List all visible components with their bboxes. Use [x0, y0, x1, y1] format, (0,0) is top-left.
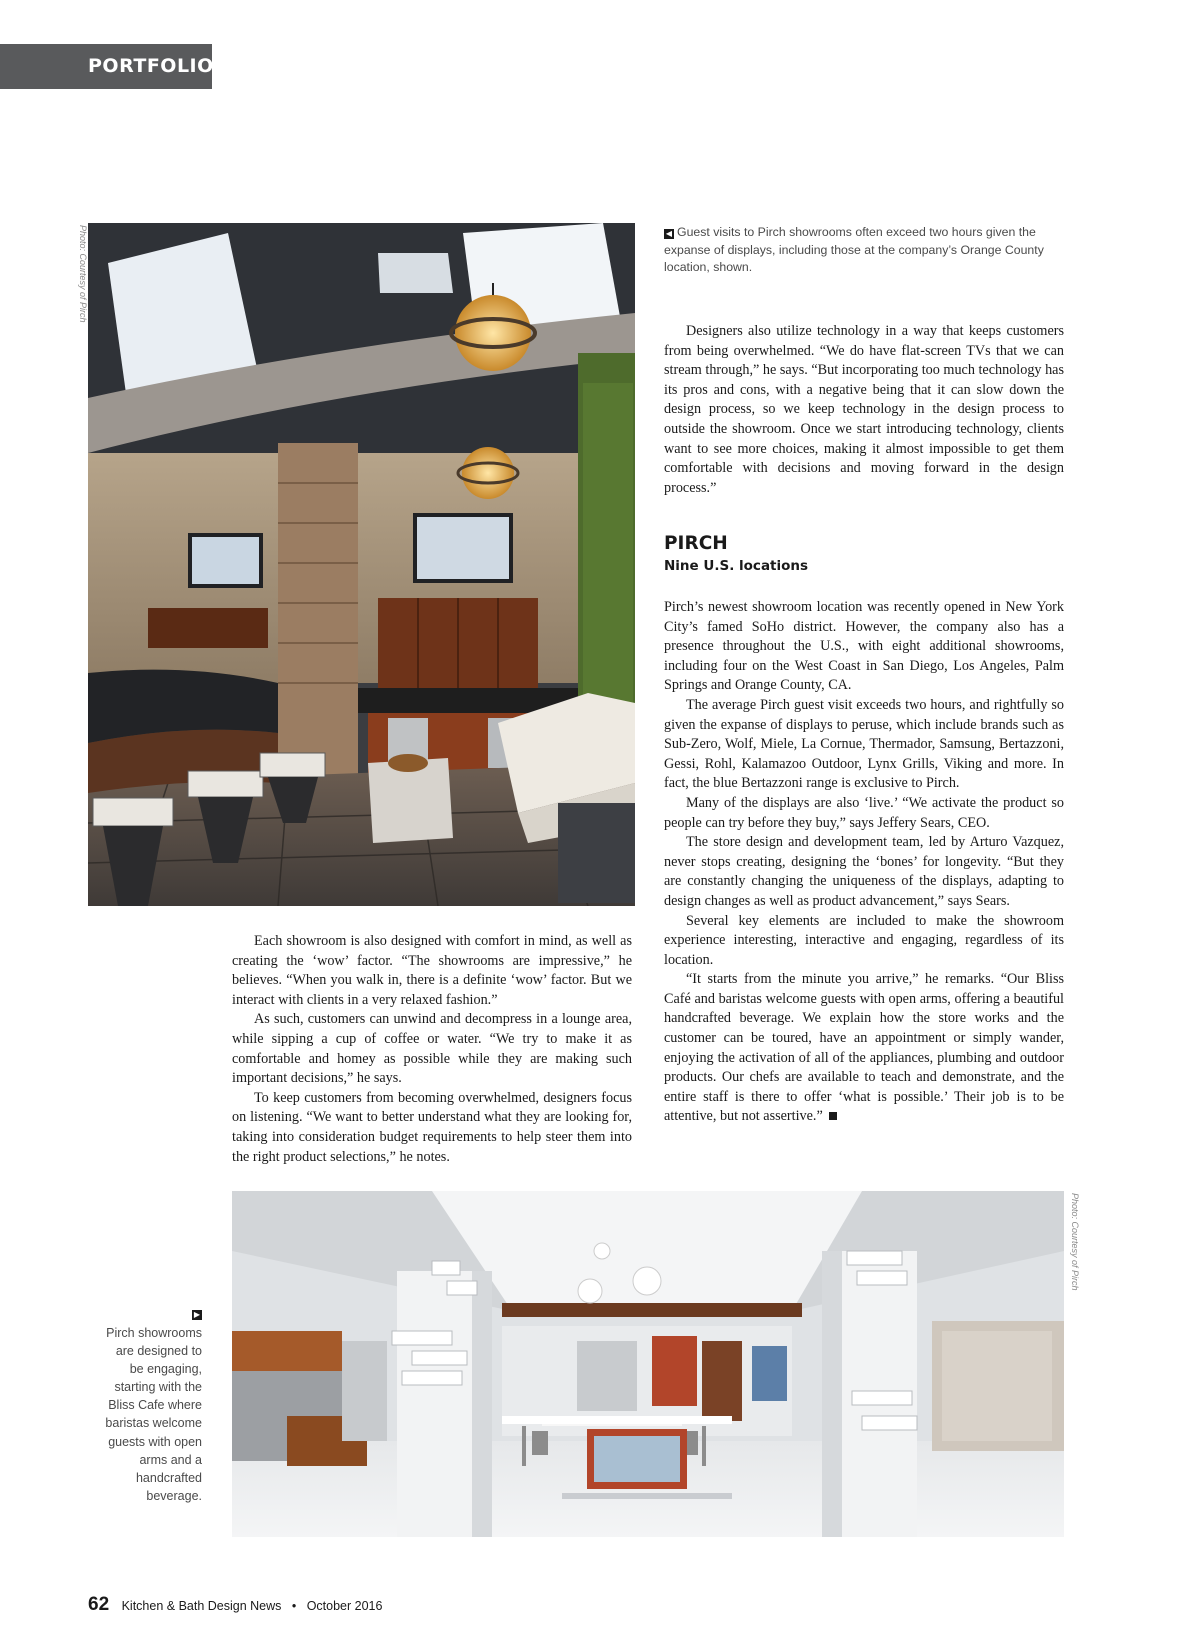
showroom-lounge-photo — [88, 223, 635, 906]
body-paragraph: Pirch’s newest showroom location was recently opened in New York City’s famed SoHo district. However, the company also has a presence throughout the U.S., with eight additional showrooms, including four on the West Coast in San Diego, Los Angeles, Palm Springs and Orange County, CA. — [664, 599, 1064, 694]
body-column-right-bottom — [664, 598, 1064, 1127]
page-number: 62 — [88, 1594, 110, 1615]
photo-caption-top-text: Guest visits to Pirch showrooms often exceed two hours given the expanse of displays, including those at the company’s Orange County location, shown. — [664, 225, 1044, 274]
showroom-bliss-cafe-photo — [232, 1191, 1064, 1537]
body-paragraph: Each showroom is also designed with comfort in mind, as well as creating the ‘wow’ factor. “The showrooms are impressive,” he believes. “When you walk in, there is a definite ‘wow’ factor. But we interact with clients in a very relaxed fashion.” — [232, 933, 632, 1008]
photo-caption-bottom — [104, 1310, 202, 1505]
page-footer — [88, 1594, 382, 1616]
photo-caption-top — [664, 224, 1064, 277]
body-column-left — [232, 932, 632, 1167]
body-paragraph: The store design and development team, led by Arturo Vazquez, never stops creating, designing the ‘bones’ for longevity. “But they are constantly changing the uniqueness of the displays, adapting to design changes as well as product advancement,” says Sears. — [664, 834, 1064, 909]
photo-caption-bottom-text: Pirch showrooms are designed to be engaging, starting with the Bliss Cafe where baristas welcome guests with open arms and a handcrafted beverage. — [105, 1326, 202, 1503]
arrow-right-icon: ▶ — [193, 1310, 201, 1319]
company-name-heading: PIRCH — [664, 533, 728, 554]
body-paragraph: Many of the displays are also ‘live.’ “We activate the product so people can try before they buy,” says Jeffery Sears, CEO. — [664, 794, 1064, 831]
publication-name: Kitchen & Bath Design News — [121, 1599, 282, 1613]
photo-credit-top: Photo: Courtesy of Pirch — [78, 225, 88, 323]
footer-separator: • — [291, 1599, 297, 1613]
section-tab: PORTFOLIO — [0, 44, 212, 89]
body-paragraph-last — [664, 970, 1064, 1127]
issue-date: October 2016 — [306, 1599, 383, 1613]
body-paragraph: As such, customers can unwind and decompress in a lounge area, while sipping a cup of coffee or water. “We try to make it as comfortable and homey as possible while they are making such important decisions,” he says. — [232, 1011, 632, 1087]
body-paragraph: Designers also utilize technology in a way that keeps customers from being overwhelmed. “We do have flat-screen TVs that we can stream through,” he says. “But incorporating too much technology has its pros and cons, with a negative being that it can slow down the design process, so we keep technology in the design process to outside the showroom. Once we start introducing technology, clients want to see more choices, making it almost impossible to get them comfortable with decisions and moving forward in the design process.” — [664, 323, 1064, 496]
arrow-left-icon: ◀ — [665, 229, 673, 238]
body-column-right-top — [664, 322, 1064, 498]
body-paragraph-text: “It starts from the minute you arrive,” he remarks. “Our Bliss Café and baristas welcome guests with open arms, offering a beautiful handcrafted beverage. We explain how the store works and the customer can be toured, have an appointment or simply wander, enjoying the activation of all of the appliances, plumbing and outdoor products. Our chefs are available to teach and demonstrate, and the entire staff is there to offer ‘what is possible.’ Their job is to be attentive, but not assertive.” — [664, 971, 1064, 1125]
body-paragraph: To keep customers from becoming overwhelmed, designers focus on listening. “We want to better understand what they are looking for, taking into consideration budget requirements to help steer them into the right product selections,” he notes. — [232, 1089, 632, 1165]
end-of-story-icon — [829, 1112, 837, 1120]
body-paragraph: The average Pirch guest visit exceeds two hours, and rightfully so given the expanse of displays to peruse, which include brands such as Sub-Zero, Wolf, Miele, La Cornue, Thermador, Samsung, Bertazzoni, Gessi, Rohl, Kalamazoo Outdoor, Lynx Grills, Viking and more. In fact, the blue Bertazzoni range is exclusive to Pirch. — [664, 696, 1064, 792]
company-locations-subheading: Nine U.S. locations — [664, 558, 809, 574]
photo-credit-bottom: Photo: Courtesy of Pirch — [1070, 1193, 1080, 1291]
body-paragraph: Several key elements are included to make the showroom experience interesting, interactive and engaging, regardless of its location. — [664, 912, 1064, 968]
